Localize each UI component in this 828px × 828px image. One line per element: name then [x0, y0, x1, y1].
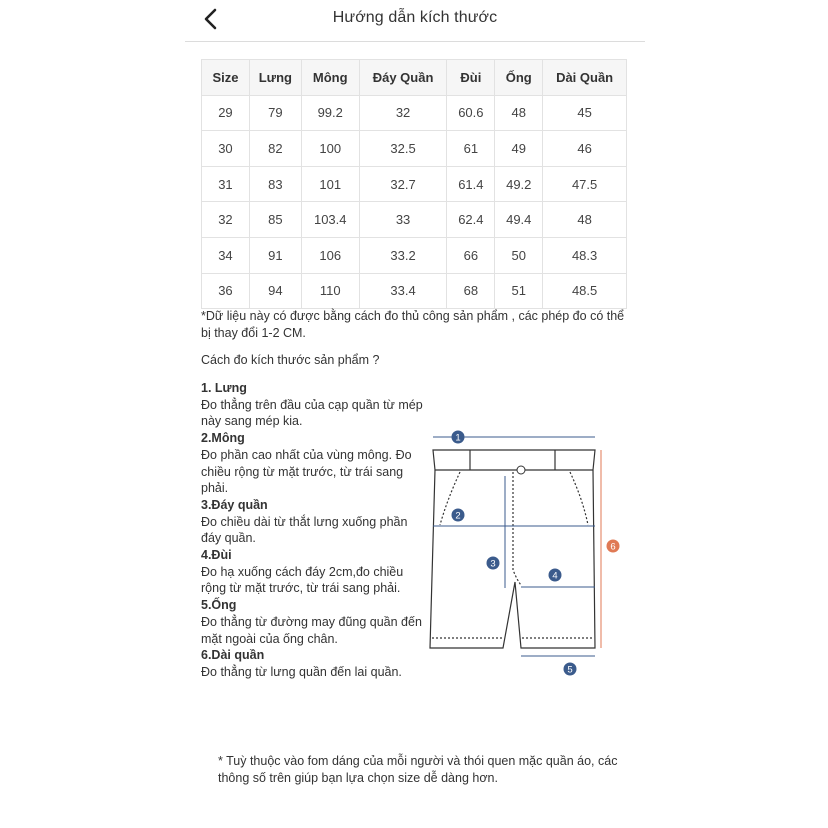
table-cell: 99.2	[301, 95, 359, 131]
table-cell: 100	[301, 131, 359, 167]
step-hip	[201, 430, 426, 497]
shorts-illustration	[425, 420, 635, 685]
table-cell: 29	[202, 95, 250, 131]
column-header-leg-opening: Ống	[495, 60, 543, 96]
table-row	[202, 95, 627, 131]
column-header-size: Size	[202, 60, 250, 96]
how-to-measure-title: Cách đo kích thước sản phẩm ?	[201, 353, 380, 367]
step-title: 4.Đùi	[201, 548, 232, 563]
footer-note: * Tuỳ thuộc vào fom dáng của mỗi người và thói quen mặc quần áo, các thông số trên giúp bạn lựa chọn size dễ dàng hơn.	[218, 754, 618, 785]
table-cell: 49	[495, 131, 543, 167]
table-cell: 49.2	[495, 166, 543, 202]
step-description: Đo chiều dài từ thắt lưng xuống phần đáy quần.	[201, 514, 408, 546]
svg-text:2: 2	[455, 510, 461, 522]
table-row	[202, 237, 627, 273]
table-cell: 49.4	[495, 202, 543, 238]
table-cell: 66	[447, 237, 495, 273]
table-cell: 31	[202, 166, 250, 202]
step-rise	[201, 497, 426, 547]
column-header-waist: Lưng	[249, 60, 301, 96]
header-bar	[185, 0, 645, 42]
measurement-note: *Dữ liệu này có được bằng cách đo thủ công sản phẩm , các phép đo có thể bị thay đổi 1-2 CM.	[201, 309, 625, 340]
table-cell: 83	[249, 166, 301, 202]
table-cell: 106	[301, 237, 359, 273]
table-cell: 103.4	[301, 202, 359, 238]
step-title: 1. Lưng	[201, 381, 247, 395]
step-thigh	[201, 547, 426, 597]
svg-text:3: 3	[490, 558, 496, 570]
page-title: Hướng dẫn kích thước	[332, 9, 498, 26]
table-cell: 91	[249, 237, 301, 273]
svg-text:4: 4	[552, 570, 558, 582]
table-cell: 48.5	[543, 273, 627, 309]
table-cell: 79	[249, 95, 301, 131]
table-cell: 61	[447, 131, 495, 167]
marker-6	[607, 540, 620, 553]
shorts-measurement-diagram	[425, 420, 635, 685]
step-description: Đo phần cao nhất của vùng mông. Đo chiều rộng từ mặt trước, từ trái sang phải.	[201, 447, 412, 496]
table-row	[202, 202, 627, 238]
step-leg-opening	[201, 597, 426, 647]
table-cell: 68	[447, 273, 495, 309]
table-cell: 62.4	[447, 202, 495, 238]
table-cell: 48.3	[543, 237, 627, 273]
marker-5	[564, 663, 577, 676]
column-header-length: Dài Quần	[543, 60, 627, 96]
svg-text:1: 1	[455, 432, 461, 444]
table-row	[202, 273, 627, 309]
step-title: 6.Dài quần	[201, 648, 265, 663]
table-cell: 33	[359, 202, 447, 238]
size-table	[201, 59, 627, 309]
table-cell: 47.5	[543, 166, 627, 202]
step-title: 5.Ống	[201, 598, 237, 613]
table-cell: 50	[495, 237, 543, 273]
table-row	[202, 166, 627, 202]
step-title: 2.Mông	[201, 431, 245, 446]
table-cell: 48	[495, 95, 543, 131]
table-cell: 60.6	[447, 95, 495, 131]
step-title: 3.Đáy quần	[201, 497, 268, 512]
button-icon	[517, 466, 525, 474]
svg-text:5: 5	[567, 664, 573, 676]
table-cell: 46	[543, 131, 627, 167]
svg-text:6: 6	[610, 541, 616, 553]
table-cell: 45	[543, 95, 627, 131]
step-description: Đo thẳng từ đường may đũng quần đến mặt ngoài của ống chân.	[201, 614, 422, 646]
table-cell: 32.5	[359, 131, 447, 167]
table-header-row	[202, 60, 627, 96]
table-cell: 33.2	[359, 237, 447, 273]
table-cell: 32.7	[359, 166, 447, 202]
table-cell: 30	[202, 131, 250, 167]
table-cell: 85	[249, 202, 301, 238]
marker-2	[452, 509, 465, 522]
step-description: Đo thẳng từ lưng quần đến lai quần.	[201, 664, 402, 679]
marker-3	[487, 557, 500, 570]
shorts-outline	[430, 450, 595, 648]
column-header-hip: Mông	[301, 60, 359, 96]
step-waist	[201, 380, 426, 430]
step-description: Đo hạ xuống cách đáy 2cm,đo chiều rộng từ mặt trước, từ trái sang phải.	[201, 564, 404, 596]
table-cell: 32	[202, 202, 250, 238]
table-cell: 94	[249, 273, 301, 309]
table-cell: 110	[301, 273, 359, 309]
table-cell: 36	[202, 273, 250, 309]
table-cell: 33.4	[359, 273, 447, 309]
marker-4	[549, 569, 562, 582]
table-cell: 32	[359, 95, 447, 131]
column-header-rise: Đáy Quần	[359, 60, 447, 96]
table-row	[202, 131, 627, 167]
table-cell: 82	[249, 131, 301, 167]
table-cell: 51	[495, 273, 543, 309]
step-description: Đo thẳng trên đầu của cạp quần từ mép này sang mép kia.	[201, 397, 423, 429]
table-cell: 61.4	[447, 166, 495, 202]
marker-1	[452, 431, 465, 444]
step-length	[201, 647, 426, 680]
table-cell: 101	[301, 166, 359, 202]
column-header-thigh: Đùi	[447, 60, 495, 96]
table-cell: 34	[202, 237, 250, 273]
measurement-steps	[201, 380, 426, 681]
table-cell: 48	[543, 202, 627, 238]
